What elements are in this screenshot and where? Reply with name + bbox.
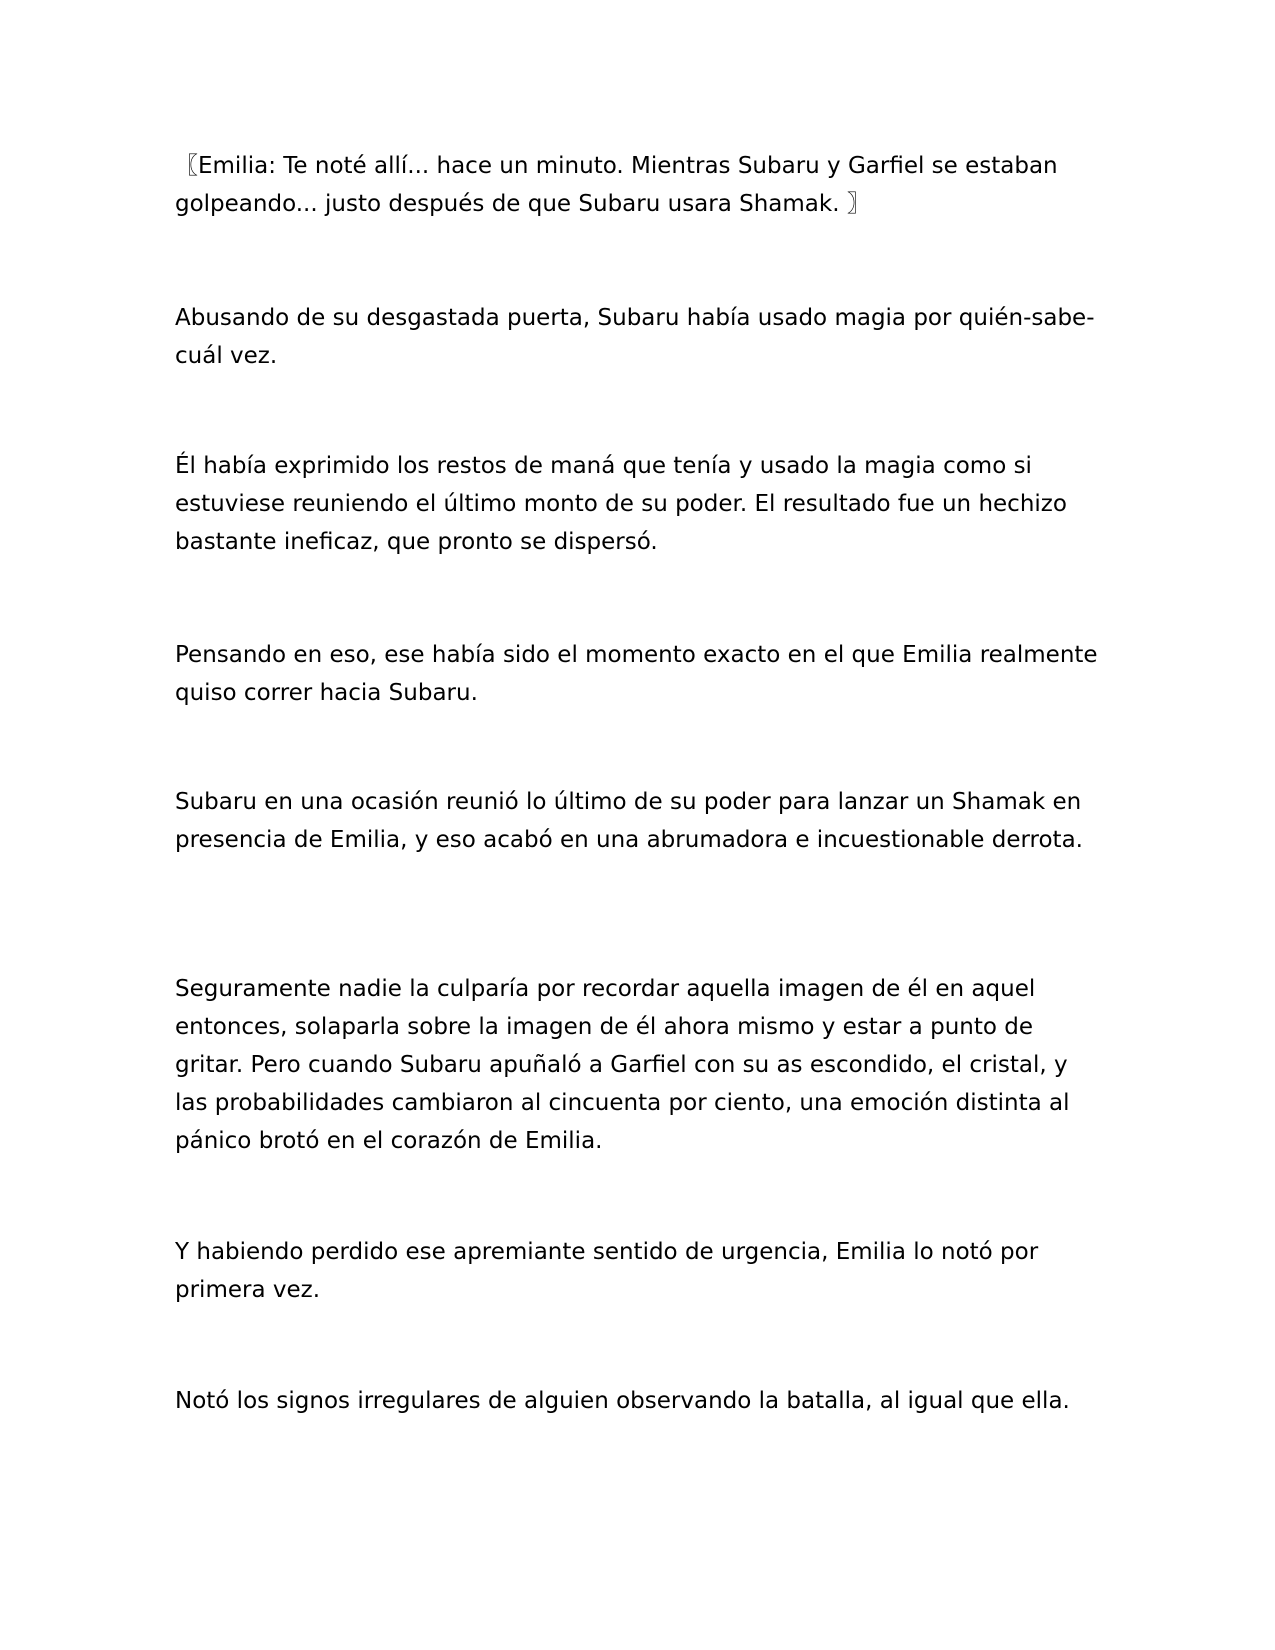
body-paragraph: Seguramente nadie la culparía por recordar aquella imagen de él en aquel entonces, solaparla sobre la imagen de él ahora mismo y estar a punto de gritar. Pero cuando Subaru apuñaló a Garfiel con su as escondido, el cristal, y las probabilidades cambiaron al cincuenta por ciento, una emoción distinta al pánico brotó en el corazón de Emilia. [175, 976, 1070, 1154]
body-paragraph: Pensando en eso, ese había sido el momento exacto en el que Emilia realmente quiso correr hacia Subaru. [175, 642, 1098, 706]
body-paragraph: Él había exprimido los restos de maná que tenía y usado la magia como si estuviese reuniendo el último monto de su poder. El resultado fue un hechizo bastante ineficaz, que pronto se dispersó. [175, 453, 1067, 555]
body-paragraph: Subaru en una ocasión reunió lo último de su poder para lanzar un Shamak en presencia de Emilia, y eso acabó en una abrumadora e incuestionable derrota. [175, 789, 1083, 853]
dialogue-paragraph: 〖Emilia: Te noté allí... hace un minuto. Mientras Subaru y Garfiel se estaban golpeando... justo después de que Subaru usara Shamak. 〗 [175, 153, 1058, 217]
body-paragraph: Y habiendo perdido ese apremiante sentido de urgencia, Emilia lo notó por primera vez. [175, 1239, 1039, 1303]
body-paragraph: Notó los signos irregulares de alguien observando la batalla, al igual que ella. [175, 1388, 1070, 1414]
body-paragraph: Abusando de su desgastada puerta, Subaru había usado magia por quién-sabe-cuál vez. [175, 305, 1095, 369]
